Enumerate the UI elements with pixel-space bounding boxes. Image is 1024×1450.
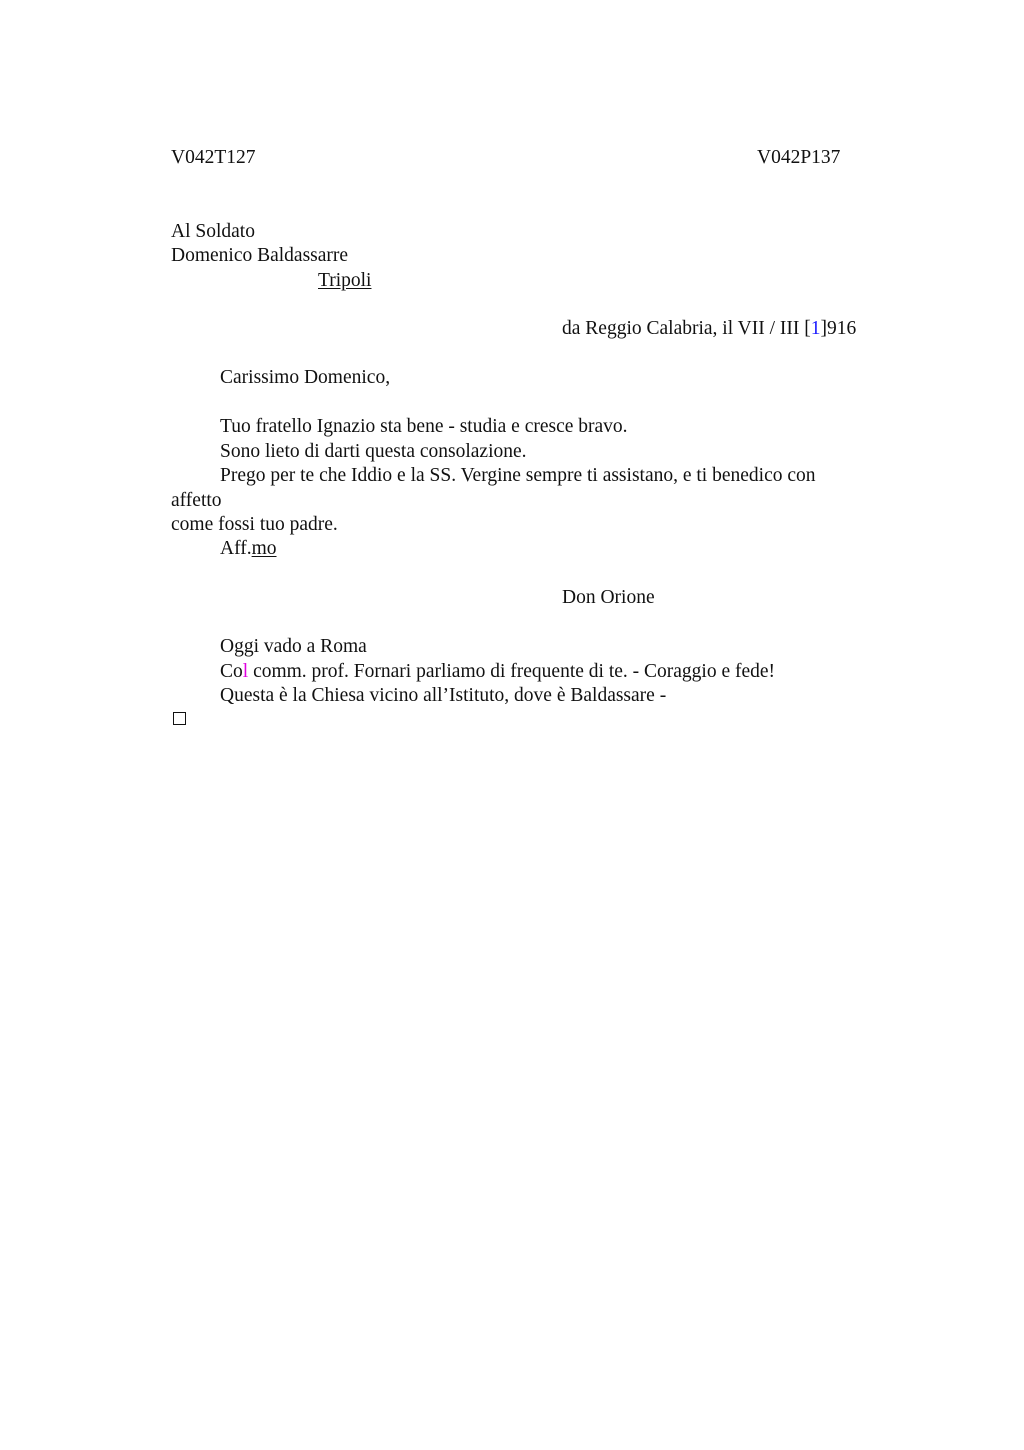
address-city: Tripoli xyxy=(318,270,372,291)
postscript-line-2-c: comm. prof. Fornari parliamo di frequente di te. - Coraggio e fede! xyxy=(248,661,776,682)
dateline xyxy=(562,317,856,341)
postscript-line-2 xyxy=(220,660,775,684)
signature: Don Orione xyxy=(562,587,655,608)
salutation: Carissimo Domenico, xyxy=(220,367,391,388)
closing xyxy=(220,537,277,561)
header-right-code: V042P137 xyxy=(757,147,841,168)
postscript-editor-letter: l xyxy=(242,661,249,682)
header-left-code: V042T127 xyxy=(171,147,256,168)
postscript-line-1: Oggi vado a Roma xyxy=(220,636,367,657)
address-line-1: Al Soldato xyxy=(171,221,255,242)
address-line-2: Domenico Baldassarre xyxy=(171,245,349,266)
closing-abbrev: mo xyxy=(251,538,277,559)
dateline-editor-digit: 1 xyxy=(810,318,821,339)
body-line-4: affetto xyxy=(171,490,222,511)
dateline-suffix: ]916 xyxy=(820,318,857,339)
body-line-2: Sono lieto di darti questa consolazione. xyxy=(220,441,527,462)
postscript-line-3: Questa è la Chiesa vicino all’Istituto, dove è Baldassare - xyxy=(220,685,667,706)
empty-box-icon xyxy=(173,712,186,725)
dateline-prefix: da Reggio Calabria, il VII / III [ xyxy=(562,318,811,339)
body-line-5: come fossi tuo padre. xyxy=(171,514,338,535)
body-line-3: Prego per te che Iddio e la SS. Vergine sempre ti assistano, e ti benedico con xyxy=(220,465,816,486)
closing-prefix: Aff. xyxy=(220,538,252,559)
body-line-1: Tuo fratello Ignazio sta bene - studia e cresce bravo. xyxy=(220,416,628,437)
postscript-line-2-a: Co xyxy=(220,661,243,682)
